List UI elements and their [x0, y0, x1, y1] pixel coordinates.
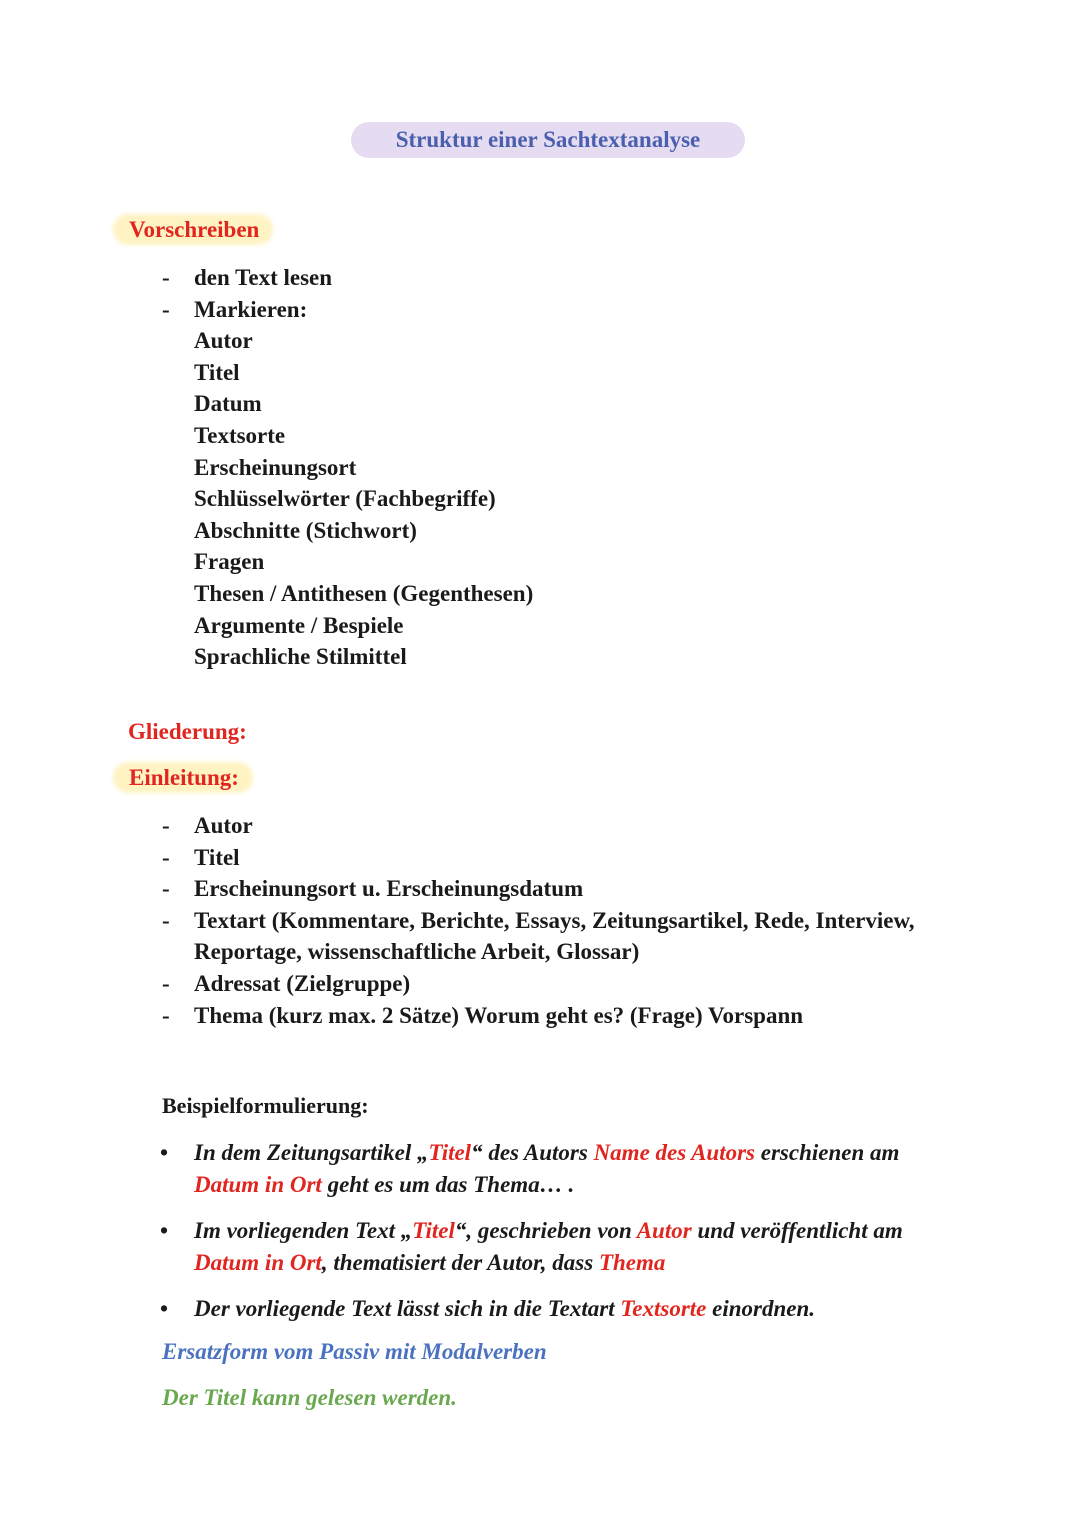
list-item: - Markieren: — [160, 294, 533, 326]
vorschreiben-list — [160, 262, 533, 673]
placeholder-autor: Name des Autors — [593, 1140, 756, 1165]
list-item: - den Text lesen — [160, 262, 533, 294]
ersatzform-heading: Ersatzform vom Passiv mit Modalverben — [162, 1339, 547, 1364]
placeholder-datum-ort: Datum in Ort — [194, 1250, 322, 1275]
list-item: Fragen — [194, 549, 265, 575]
text-segment: erschienen am — [755, 1140, 900, 1165]
list-item: - Thema (kurz max. 2 Sätze) Worum geht es? (Frage) Vorspann — [160, 1000, 980, 1032]
placeholder-datum-ort: Datum in Ort — [194, 1172, 322, 1197]
text-segment: Der vorliegende Text lässt sich in die Textart — [194, 1296, 621, 1321]
example-sentence-2 — [160, 1215, 960, 1279]
section-heading-vorschreiben — [116, 217, 270, 243]
text-segment: einordnen. — [706, 1296, 816, 1321]
list-item: Abschnitte (Stichwort) — [194, 517, 417, 543]
list-item: Textsorte — [194, 422, 286, 448]
example-passive-sentence: Der Titel kann gelesen werden. — [162, 1385, 457, 1410]
list-item: Thesen / Antithesen (Gegenthesen) — [194, 580, 534, 606]
placeholder-titel: Titel — [412, 1218, 455, 1243]
text-segment: geht es um das Thema… . — [321, 1172, 575, 1197]
placeholder-titel: Titel — [428, 1140, 472, 1165]
example-sentence-3 — [160, 1293, 960, 1325]
list-item: - Titel — [160, 842, 980, 874]
list-item: Schlüsselwörter (Fachbegriffe) — [194, 486, 496, 512]
text-segment: Im vorliegenden Text „ — [194, 1218, 413, 1243]
list-item: Datum — [194, 391, 262, 417]
list-item: - Erscheinungsort u. Erscheinungsdatum — [160, 873, 980, 905]
placeholder-autor: Autor — [636, 1218, 692, 1243]
einleitung-heading-text: Einleitung: — [116, 765, 250, 790]
placeholder-textsorte: Textsorte — [620, 1296, 707, 1321]
text-segment: “ des Autors — [471, 1140, 594, 1165]
list-item: Erscheinungsort — [194, 454, 357, 480]
einleitung-list — [160, 810, 980, 1031]
text-segment: und veröffentlicht am — [691, 1218, 903, 1243]
vorschreiben-heading-text: Vorschreiben — [116, 217, 270, 242]
section-heading-einleitung — [116, 765, 250, 791]
list-item: Sprachliche Stilmittel — [194, 644, 407, 670]
list-item: Autor — [194, 328, 253, 354]
text-segment: , thematisiert der Autor, dass — [321, 1250, 599, 1275]
beispiel-heading: Beispielformulierung: — [162, 1093, 369, 1118]
list-item: Argumente / Bespiele — [194, 612, 404, 638]
list-item: - Adressat (Zielgruppe) — [160, 968, 980, 1000]
list-item: - Textart (Kommentare, Berichte, Essays, Zeitungsartikel, Rede, Interview, Reportage, wissenschaftliche Arbeit, Glossar) — [160, 905, 980, 968]
page-title: Struktur einer Sachtextanalyse — [351, 122, 745, 158]
beispiel-list — [160, 1137, 960, 1339]
section-heading-gliederung: Gliederung: — [128, 719, 247, 744]
list-item: - Autor — [160, 810, 980, 842]
example-sentence-1 — [160, 1137, 960, 1201]
text-segment: “, geschrieben von — [454, 1218, 637, 1243]
placeholder-thema: Thema — [598, 1250, 666, 1275]
list-item: Titel — [194, 359, 240, 385]
text-segment: In dem Zeitungsartikel „ — [194, 1140, 429, 1165]
